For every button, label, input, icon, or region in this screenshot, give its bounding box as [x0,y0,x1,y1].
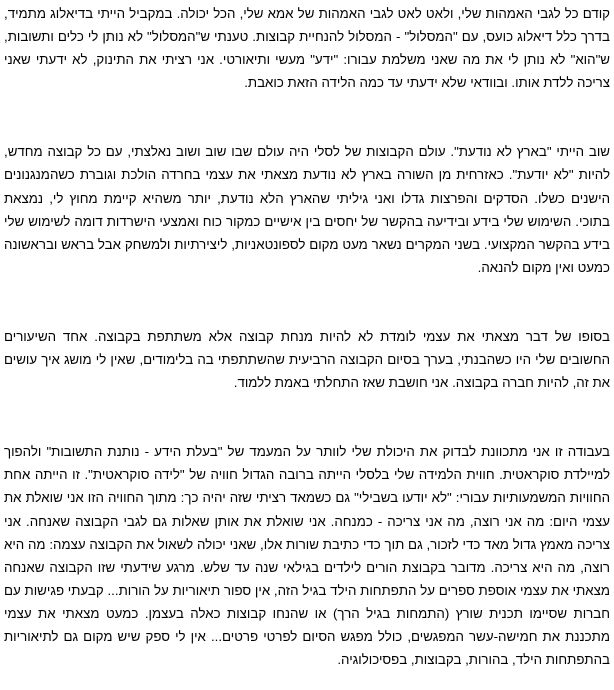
paragraph-unknown-land: שוב הייתי "בארץ לא נודעת". עולם הקבוצות של לסלי היה עולם שבו שוב ושוב נאלצתי, עם כל קבוצה מחדש, להיות "לא יודעת". כאזרחית מן השורה בארץ לא נודעת מצאתי את עצמי בחרדה הולכת וגוברת כשהמנגנונים הישנים כשלו. הסדקים והפרצות גדלו ואני גיליתי שהארץ הלא נודעת, יותר משהיא קיימת מחוץ לי, נמצאת בתוכי. השימוש שלי בידע ובידיעה בהקשר של יחסים בין אישיים כמקור כוח ואמצעי הישרדות דומה לשימוש שלי בידע בהקשר המקצועי. בשני המקרים נשאר מעט מקום לספונטאניות, ליצירתיות ולמשחק אבל בראש ובראשונה כמעט ואין מקום להנאה. [4,144,610,275]
paragraph-group-member: בסופו של דבר מצאתי את עצמי לומדת לא להיות מנחת קבוצה אלא משתתפת בקבוצה. אחד השיעורים החשובים שלי היו כשהבנתי, בערך בסיום הקבוצה הרביעית שהשתתפתי בה בלימודים, שאין לי מושג איך עושים את זה, להיות חברה בקבוצה. אני חושבת שאז התחלתי באמת ללמוד. [4,328,610,391]
paragraph-motherhood-and-program: קודם כל לגבי האמהות שלי, ולאט לאט לגבי האמהות של אמא שלי, הכל יכולה. במקביל הייתי בדיאלוג מתמיד, בדרך כלל דיאלוג כועס, עם "המסלול" - המסלול להנחיית קבוצות. טענתי ש"המסלול" לא נותן לי כלים ותשובות, ש"הוא" לא נותן לי את מה שאני משלמת עבורו: "ידע" מעשי ותיאורטי. אני רציתי את התינוק, לא ידעתי שאני צריכה ללדת אותו. ובוודאי שלא ידעתי עד כמה הלידה הזאת כואבת. [4,6,610,91]
paragraph-socratic-midwife: בעבודה זו אני מתכוונת לבדוק את היכולת שלי לוותר על המעמד של "בעלת הידע - נותנת התשובות" ולהפוך למיילדת סוקראטית. חווית הלמידה שלי בלסלי הייתה ברובה הגדול חוויה של "לידה סוקראטית". זו הייתה אחת החוויות המשמעותיות עבורי: "לא יודעו בשבילי" גם כשמאד רציתי שזה יהיה כך: מתוך החוויה הזו אני שואלת את עצמי היום: מה אני רוצה, מה אני צריכה - כמנחה. אני שואלת את אותן שאלות גם לגבי הקבוצה שאנחה. אני צריכה מאמץ גדול מאד כדי לזכור, גם תוך כדי כתיבת שורות אלו, שאני יכולה לשאול את הקבוצה עצמה: מה היא רוצה, מה היא צריכה. מדובר בקבוצת הורים לילדים בגילאי שנה עד שלש. מרגע שידעתי שזו הקבוצה שאנחה מצאתי את עצמי אוספת ספרים על התפתחות הילד בגיל הזה, אין ספור תיאוריות על הורות... קבעתי פגישות עם חברות שסיימו תכנית שורץ (התמחות בגיל הרך) או שהנחו קבוצות כאלה בעצמן. כמעט מצאתי את עצמי מתכננת את חמישה-עשר המפגשים, כולל מפגש הסיום לפרטי פרטים... אין לי ספק שיש מקום גם לתיאוריות בהתפתחות הילד, בהורות, בקבוצות, בפסיכולוגיה. [4,444,610,668]
